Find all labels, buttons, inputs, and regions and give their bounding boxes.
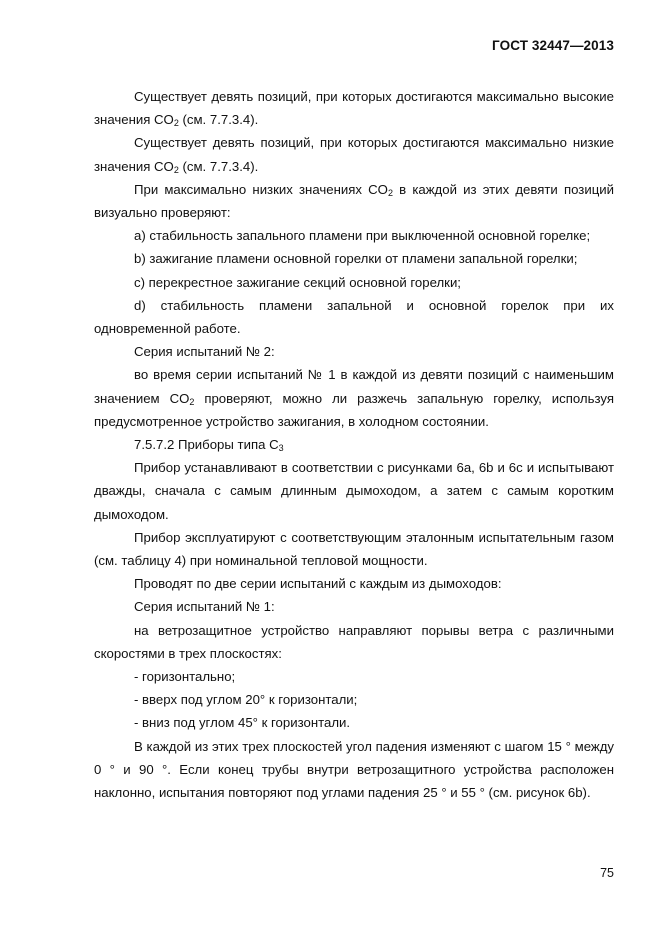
paragraph-series-2-body: во время серии испытаний № 1 в каждой из девяти позиций с наименьшим значением $CO_2$ проверяют, можно ли разжечь запальную горелку, используя предусмотренное устройство зажигания, в холодном состоянии.	[94, 367, 614, 429]
page-number: 75	[600, 866, 614, 880]
section-heading-7-5-7-2: 7.5.7.2 Приборы типа $C_3$	[134, 437, 284, 454]
paragraph-operation: Прибор эксплуатируют с соответствующим эталонным испытательным газом (см. таблицу 4) при номинальной тепловой мощности.	[94, 529, 614, 569]
document-header: ГОСТ 32447—2013	[492, 38, 614, 53]
paragraph-installation: Прибор устанавливают в соответствии с рисунками 6a, 6b и 6c и испытывают дважды, сначала с самым длинным дымоходом, а затем с самым коротким дымоходом.	[94, 460, 614, 522]
list-item-horizontal: - горизонтально;	[134, 669, 236, 685]
test-series-2-heading: Серия испытаний № 2:	[134, 344, 275, 360]
list-item-b: b) зажигание пламени основной горелки от пламени запальной горелки;	[134, 251, 578, 267]
test-series-1-heading: Серия испытаний № 1:	[134, 599, 275, 615]
list-item-a: a) стабильность запального пламени при выключенной основной горелке;	[134, 228, 591, 244]
paragraph-visual-check: При максимально низких значениях $CO_2$ в каждой из этих девяти позиций визуально проверяют:	[94, 181, 614, 221]
paragraph-two-series: Проводят по две серии испытаний с каждым из дымоходов:	[134, 576, 502, 592]
list-item-down-45: - вниз под углом 45° к горизонтали.	[134, 715, 351, 731]
paragraph-incidence-angle: В каждой из этих трех плоскостей угол падения изменяют с шагом 15 ° между 0 ° и 90 °. Если конец трубы внутри ветрозащитного устройства расположен наклонно, испытания повторяют под углами падения 25 ° и 55 ° (см. рисунок 6b).	[94, 738, 614, 801]
paragraph-min-co2: Существует девять позиций, при которых достигаются максимально низкие значения $CO_2$ (см. 7.7.3.4).	[94, 135, 614, 175]
list-item-c: c) перекрестное зажигание секций основной горелки;	[134, 274, 461, 290]
list-item-d: d) стабильность пламени запальной и основной горелок при их одновременной работе.	[94, 297, 614, 337]
list-item-up-20: - вверх под углом 20° к горизонтали;	[134, 692, 358, 708]
document-body	[94, 85, 614, 804]
paragraph-max-co2: Существует девять позиций, при которых достигаются максимально высокие значения $CO_2$ (см. 7.7.3.4).	[94, 89, 614, 129]
paragraph-wind-gusts: на ветрозащитное устройство направляют порывы ветра с различными скоростями в трех плоскостях:	[94, 622, 614, 661]
